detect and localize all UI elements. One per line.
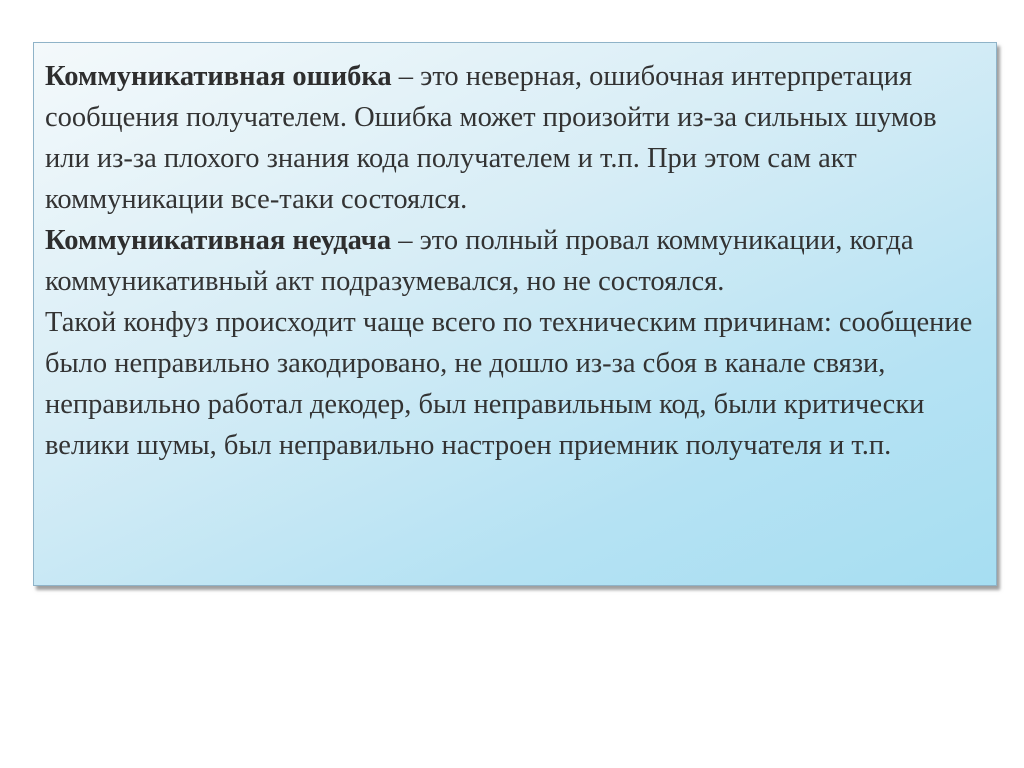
paragraph-communicative-error	[45, 56, 982, 220]
paragraph-communicative-failure	[45, 220, 982, 302]
paragraph-technical-causes	[45, 302, 982, 466]
term-communicative-error: Коммуникативная ошибка	[45, 61, 392, 92]
text-box	[33, 42, 997, 586]
technical-causes-text: Такой конфуз происходит чаще всего по техническим причинам: сообщение было неправильно закодировано, не дошло из-за сбоя в канале связи, неправильно работал декодер, был неправильным код, были критически велики шумы, был неправильно настроен приемник получателя и т.п.	[45, 307, 973, 461]
definition-communicative-error: – это неверная, ошибочная интерпретация сообщения получателем. Ошибка может произойти из-за сильных шумов или из-за плохого знания кода получателем и т.п. При этом сам акт коммуникации все-таки состоялся.	[45, 61, 937, 215]
term-communicative-failure: Коммуникативная неудача	[45, 225, 392, 256]
definition-communicative-failure: – это полный провал коммуникации, когда коммуникативный акт подразумевался, но не состоялся.	[45, 225, 914, 297]
